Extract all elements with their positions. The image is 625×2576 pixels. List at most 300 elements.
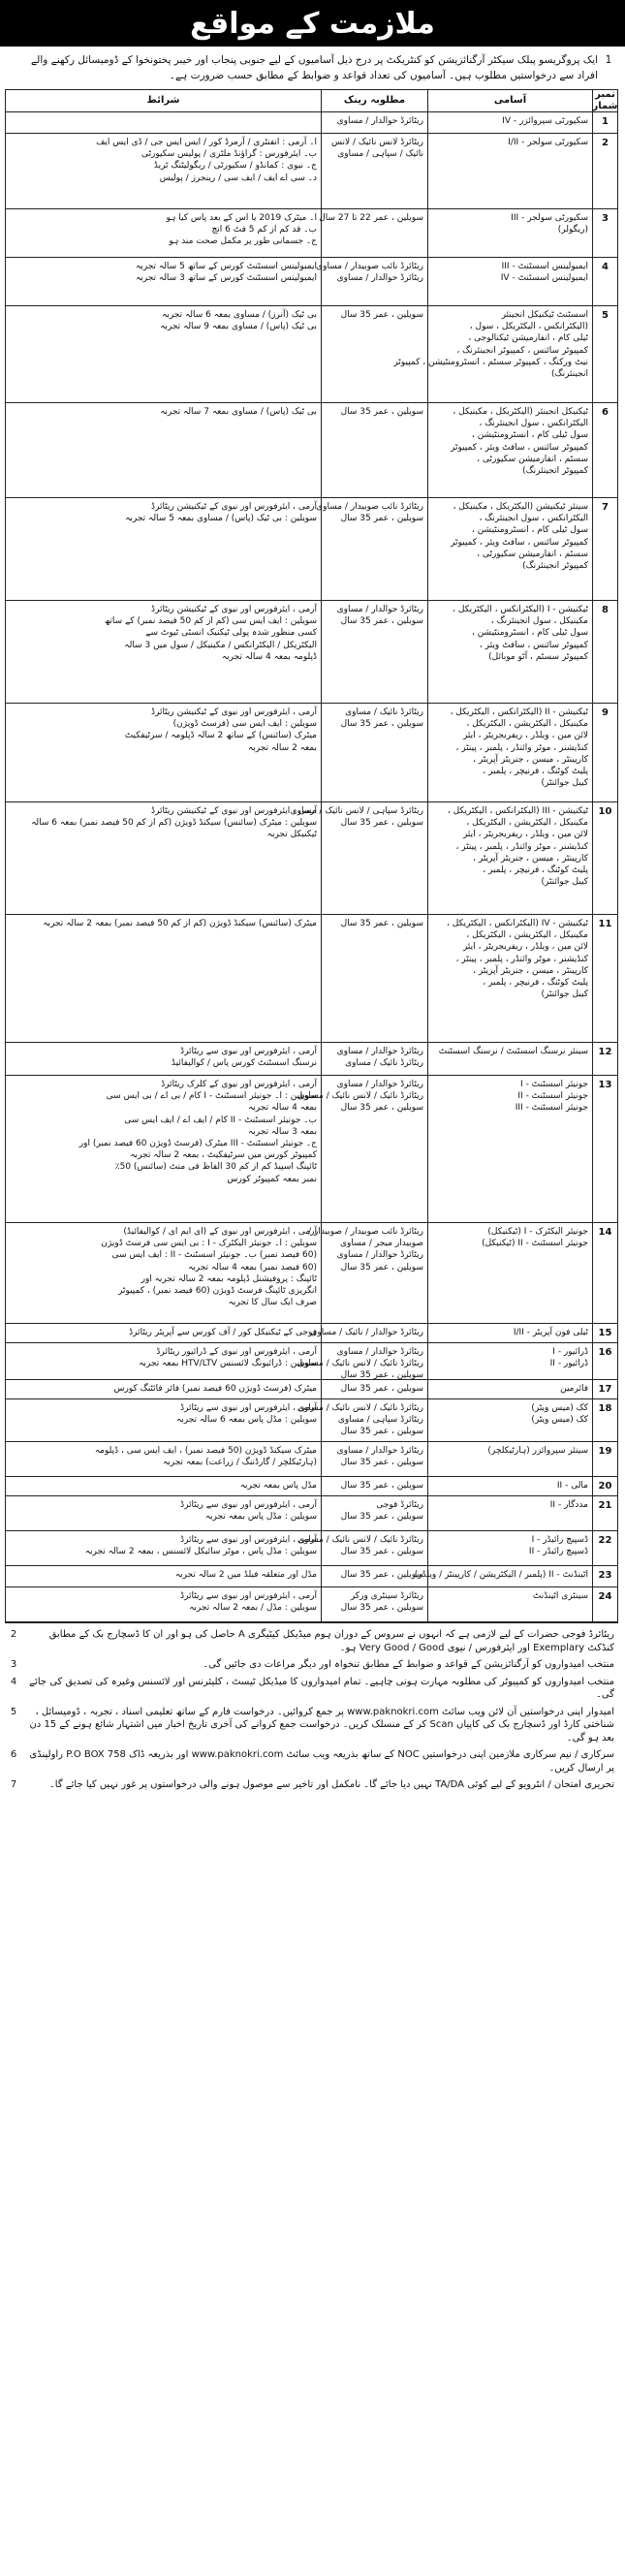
row-number-text: 13 [598,1080,612,1090]
note-number: 2 [10,1629,17,1640]
post-cell [427,1043,592,1075]
row-number-text: 21 [598,1500,612,1511]
qual-line: آرمی ، ایئرفورس اور نیوی سے ریٹائرڈ [180,1535,317,1545]
post-line: کارپینٹر ، میسن ، جنریٹر آپریٹر ، [473,965,588,976]
qualification-cell [6,1496,321,1530]
post-cell [427,258,592,305]
qual-line: مڈل اور متعلقہ فیلڈ میں 2 سالہ تجربہ [174,1570,317,1580]
row-number [592,601,617,703]
qual-line: بی ٹیک (پاس) / مساوی بمعہ 7 سالہ تجربہ [160,407,317,417]
note-item [5,1706,618,1745]
qual-line: الیکٹریکل / الیکٹرانکس / مکینیکل / سول میں 3 سالہ [124,640,317,650]
post-line: ٹیکنیکل انجینئر (الیکٹریکل ، مکینیکل ، [453,407,588,417]
post-line: سکیورٹی سولجر - I/II [508,138,588,147]
qual-line: آرمی ، ایئرفورس اور نیوی کے ٹیکنیشن ریٹائرڈ [150,502,317,512]
table-row [6,915,617,1043]
note-number: 7 [10,1779,17,1790]
qual-line: (60 فیصد نمبر) بمعہ 4 سالہ تجربہ [187,1262,317,1272]
post-cell [427,1380,592,1398]
row-number-text: 4 [602,262,609,272]
qual-line: آرمی ، ایئرفورس اور نیوی کے (ای ایم ای / کوالیفائیڈ) [123,1227,317,1237]
post-line: ڈرائیور - I [552,1347,588,1357]
qual-line: سویلین : ڈرائیونگ لائسنس HTV/LTV بمعہ تجربہ [139,1359,317,1369]
pay-line: ریٹائرڈ لانس نائیک / لانس [330,138,423,147]
qualification-cell [6,134,321,208]
note-text: تحریری امتحان / انٹرویو کے لیے کوئی TA/DA نہیں دیا جائے گا۔ نامکمل اور تاخیر سے موصول ہونے والی درخواستوں پر غور نہیں کیا جائے گا۔ [48,1779,614,1790]
rank-cell [321,1380,427,1398]
post-line: کیبل جوائنٹر) [541,990,588,1000]
post-line: سول ٹیلی کام ، انسٹرومنٹیشن ، [471,430,588,441]
table-row [6,1442,617,1477]
pay-line: سویلین ، عمر 35 سال [340,1603,423,1614]
post-line: ٹیکنیشن - IV (الیکٹرانکس ، الیکٹریکل ، [446,919,588,928]
post-line: کمپیوٹر انجینئرنگ) [522,466,588,477]
post-line: فائرمین [560,1384,588,1394]
rank-cell [297,1076,427,1222]
post-line: سکیورٹی سپروائزر - IV [502,116,588,126]
qual-line: ج۔ جسمانی طور پر مکمل صحت مند ہو [169,236,317,247]
row-number [592,1566,617,1586]
row-number [592,498,617,600]
post-cell [427,1531,592,1565]
post-line: ٹیکنیشن - II (الیکٹرانکس ، الیکٹریکل ، [450,707,588,717]
pay-line: سویلین ، عمر 35 سال [340,407,423,417]
row-number-text: 3 [602,213,609,224]
post-line: کارپینٹر ، میسن ، جنریٹر آپریٹر ، [473,853,588,864]
pay-line: ریٹائرڈ حوالدار / مساوی [336,1080,423,1089]
qual-line: سویلین : ایف ایس سی (کم از کم 50 فیصد نمبر) کے ساتھ [104,616,317,627]
post-line: مکینیکل ، الیکٹریشن ، الیکٹریکل ، [466,818,588,829]
table-row [6,802,617,915]
qualification-cell [6,1043,321,1075]
note-item [5,1748,618,1775]
qual-line: ایمبولینس اسسٹنٹ کورس کے ساتھ 5 سالہ تجربہ [136,262,317,271]
table-row [6,1380,617,1399]
pay-line: ریٹائرڈ فوجی [376,1500,423,1510]
pay-line: صوبیدار میجر / مساوی [340,1239,423,1249]
post-line: جونیئر اسسٹنٹ - I [520,1080,588,1089]
qual-line: سویلین : مڈل پاس بمعہ 6 سالہ تجربہ [175,1415,317,1426]
qual-line: آرمی ، ایئرفورس اور نیوی سے ریٹائرڈ [180,1591,317,1601]
post-line: ڈسپیچ رائیڈر - I [531,1535,588,1545]
rank-cell [321,1496,427,1530]
row-number-text: 8 [602,605,609,615]
table-body [6,112,617,1622]
post-line: کنڈیشنر ، موٹر وائنڈر ، پلمبر ، پینٹر ، [455,742,588,753]
row-number-text: 12 [598,1047,612,1057]
table-row [6,1477,617,1496]
table-row [6,1587,617,1622]
post-line: اسسٹنٹ ٹیکنیکل انجینئر [501,310,588,320]
qual-line: میٹرک (سائنس) سیکنڈ ڈویژن (کم از کم 50 فیصد نمبر) بمعہ 2 سالہ تجربہ [43,919,317,928]
qual-line: ب۔ ایئرفورس : گراؤنڈ ملٹری / پولیس سکیورٹی [141,149,317,160]
qual-line: (ہارٹیکلچر / گارڈننگ / زراعت) بمعہ تجربہ [163,1458,317,1468]
post-line: کنڈیشنر ، موٹر وائنڈر ، پلمبر ، پینٹر ، [455,841,588,852]
qual-line: ٹائپنگ : پروفیشنل ڈپلومہ بمعہ 2 سالہ تجربہ اور [141,1273,317,1284]
table-row [6,209,617,258]
pay-line: ریٹائرڈ نائب صوبیدار / مساوی [316,502,423,512]
rank-cell [321,306,427,402]
post-cell [427,601,592,703]
qual-line: سویلین : مڈل پاس بمعہ تجربہ [204,1512,317,1523]
qual-line: بمعہ 4 سالہ تجربہ [247,1103,317,1114]
qual-line: کسی منظور شدہ پولی ٹیکنیک انسٹی ٹیوٹ سے [145,628,317,639]
header-rank: مطلوبہ رینک [321,90,427,111]
intro-text: ایک پروگریسو پبلک سیکٹر آرگنائزیشن کو کنٹریکٹ پر درج ذیل آسامیوں کے لیے جنوبی پنجاب اور خیبر پختونخوا کے ڈومیسائل رکھنے والے افراد سے درخواستیں مطلوب ہیں۔ آسامیوں کی تعداد قواعد و ضوابط کے مطابق حسب ضرورت ہے۔ [31,54,598,81]
qual-line: آرمی ، ایئرفورس اور نیوی سے ریٹائرڈ [180,1403,317,1413]
rank-cell [321,112,427,133]
qualification-cell [6,704,321,801]
pay-line: ریٹائرڈ حوالدار / مساوی [336,1446,423,1456]
note-item [5,1628,618,1654]
intro-paragraph [14,52,615,83]
post-cell [427,134,592,208]
header-num: نمبر شمار [592,88,618,111]
post-cell [427,209,592,257]
post-line: اٹینڈنٹ - II (پلمبر / الیکٹریشن / کارپینٹر / ویلڈر) [414,1570,588,1580]
note-number: 4 [10,1676,17,1687]
table-row [6,1566,617,1587]
rank-cell [297,1531,427,1565]
post-line: سسٹم ، انفارمیشن سکیورٹی ، [477,454,588,464]
row-number-text: 14 [598,1227,612,1238]
post-line: ٹیلی فون آپریٹر - I/II [513,1328,588,1337]
row-number-text: 10 [598,806,612,817]
post-line: مکینیکل ، سول انجینئرنگ ، [490,616,588,627]
qual-line: نرسنگ اسسٹنٹ کورس پاس / کوالیفائیڈ [171,1058,317,1069]
qual-line: آرمی ، ایئرفورس اور نیوی سے ریٹائرڈ [180,1047,317,1056]
intro-number: 1 [605,54,612,66]
post-line: مددگار - II [549,1500,588,1510]
header-post: آسامی [427,90,592,111]
pay-line: سویلین ، عمر 35 سال [340,1547,423,1557]
post-line: کمپیوٹر سائنس ، سافٹ ویئر ، [479,640,588,650]
pay-line: سویلین ، عمر 35 سال [340,719,423,730]
row-number [592,802,617,914]
pay-line: نائیک / سپاہی / مساوی [337,149,423,160]
post-line: ایمبولینس اسسٹنٹ - IV [500,273,588,284]
qual-line: آرمی ، ایئرفورس اور نیوی کے ڈرائیور ریٹائرڈ [156,1347,317,1357]
notes-section [5,1628,618,1796]
pay-line: سویلین ، عمر 35 سال [340,616,423,627]
qual-line: سویلین : مڈل پاس ، موٹر سائیکل لائسنس ، بمعہ 2 سالہ تجربہ [84,1547,317,1557]
qualification-cell [6,1343,321,1379]
table-row [6,704,617,802]
pay-line: ریٹائرڈ حوالدار / مساوی [336,1347,423,1357]
qual-line: ٹیکنیکل تجربہ [266,830,317,840]
post-line: ڈرائیور - II [549,1359,588,1369]
qualification-cell [6,258,321,305]
row-number [592,1442,617,1476]
post-line: الیکٹرانکس ، سول انجینئرنگ ، [479,419,588,429]
post-cell [427,1442,592,1476]
qual-line: آرمی ، ایئرفورس اور نیوی کے ٹیکنیشن ریٹائرڈ [150,707,317,717]
qual-line: (60 فیصد نمبر) ب۔ جونیئر اسسٹنٹ - II : ایف ایس سی [111,1250,317,1261]
qual-line: سویلین : بی ٹیک (پاس) / مساوی بمعہ 5 سالہ تجربہ [125,514,317,524]
qual-line: انگریزی ٹائپنگ فرسٹ ڈویژن (60 فیصد نمبر) ، کمپیوٹر [117,1286,317,1297]
qualification-cell [6,915,321,1042]
table-row [6,134,617,209]
qual-line: ج۔ نیوی : کمانڈو / سکیورٹی / ریگولیٹنگ ٹریڈ [153,161,317,172]
rank-cell [297,1399,427,1441]
post-line: ٹیلی کام ، انفارمیشن ٹیکنالوجی ، [468,333,588,344]
post-line: جونیئر اسسٹنٹ - II (ٹیکنیکل) [482,1239,588,1249]
pay-line: ریٹائرڈ نائیک / لانس نائیک / مساوی [297,1535,423,1545]
table-row [6,1043,617,1076]
post-line: مکینیکل ، الیکٹریشن ، الیکٹریکل ، [466,719,588,730]
qual-line: ا۔ میٹرک 2019 یا اس کے بعد پاس کیا ہو [166,213,317,223]
qual-line: فوجی کے ٹیکنیکل کور / آف کورس سے آپریٹر ریٹائرڈ [129,1328,317,1337]
rank-cell [321,1587,427,1621]
post-line: ٹیکنیشن - I (الیکٹرانکس ، الیکٹریکل ، [453,605,588,614]
post-line: پلیٹ کوٹنگ ، فرنیچر ، پلمبر ، [483,767,588,777]
note-text: ریٹائرڈ فوجی حضرات کے لیے لازمی ہے کہ انہوں نے سروس کے دوران ہوم میڈیکل کیٹیگری A حاصل کی ہو اور ان کا ڈسچارج بک کے مطابق کنڈکٹ Exemplary اور ایئرفورس / نیوی Very Good / Good ہو۔ [48,1629,614,1653]
qualification-cell [6,306,321,402]
post-cell [427,403,592,497]
post-cell [427,1477,592,1495]
rank-cell [321,704,427,801]
row-number-text: 7 [602,502,609,513]
rank-cell [321,1442,427,1476]
qualification-cell [6,498,321,600]
note-text: منتخب امیدواروں کو آرگنائزیشن کے قواعد و ضوابط کے مطابق تنخواہ اور دیگر مراعات دی جائیں گی۔ [203,1659,614,1670]
row-number-text: 15 [598,1328,612,1338]
pay-line: سویلین ، عمر 35 سال [340,514,423,524]
row-number-text: 16 [598,1347,612,1358]
rank-cell [297,1343,427,1381]
qual-line: سویلین : ایف ایس سی (فرسٹ ڈویژن) [172,719,317,730]
qual-line: بمعہ 2 سالہ تجربہ [247,742,317,753]
qualification-cell [6,802,321,914]
row-number [592,1380,617,1398]
post-line: کک (میس ویٹر) [531,1403,588,1413]
pay-line: ریٹائرڈ حوالدار / مساوی [336,1047,423,1056]
pay-line: ریٹائرڈ نائیک / لانس نائیک / مساوی [297,1091,423,1102]
qualification-cell [6,1587,321,1621]
rank-cell [321,1477,427,1495]
note-number: 6 [10,1749,17,1760]
post-cell [427,802,592,914]
post-line: الیکٹرانکس ، سول انجینئرنگ ، [479,514,588,524]
row-number [592,1496,617,1530]
qual-line: آرمی ، ایئرفورس اور نیوی کے ٹیکنیشن ریٹائرڈ [150,605,317,614]
post-line: سینئر نرسنگ اسسٹنٹ / نرسنگ اسسٹنٹ [438,1047,588,1056]
post-line: کارپینٹر ، میسن ، جنریٹر آپریٹر ، [473,754,588,765]
table-row [6,1531,617,1566]
post-line: کمپیوٹر انجینئرنگ) [522,561,588,572]
row-number-text: 1 [602,116,609,127]
table-row [6,112,617,134]
post-cell [427,1399,592,1441]
note-item [5,1676,618,1702]
row-number [592,915,617,1042]
qualification-cell [6,601,321,703]
row-number-text: 5 [602,310,609,321]
post-line: ڈسپیچ رائیڈر - II [528,1547,588,1557]
post-cell [427,704,592,801]
qual-line: میٹرک سیکنڈ ڈویژن (50 فیصد نمبر) ، ایف ایس سی ، ڈپلومہ [94,1446,317,1456]
row-number-text: 20 [598,1481,612,1492]
post-line: کنڈیشنر ، موٹر وائنڈر ، پلمبر ، پینٹر ، [455,954,588,964]
row-number [592,134,617,208]
qual-line: میٹرک (فرسٹ ڈویژن 60 فیصد نمبر) فائر فائٹنگ کورس [113,1384,317,1394]
post-line: (ریگولر) [557,225,588,236]
table-row [6,1496,617,1531]
post-line: مالی - II [556,1481,588,1491]
post-line: انجینئرنگ) [551,369,588,380]
qual-line: آرمی ، ایئرفورس اور نیوی کے کلرک ریٹائرڈ [161,1080,317,1089]
pay-line: ریٹائرڈ نائب صوبیدار / صوبیدار / [308,1227,423,1237]
post-line: سینئر سپروائزر (ہارٹیکلچر) [487,1446,588,1456]
qualification-cell [6,1442,321,1476]
post-line: ایمبولینس اسسٹنٹ - III [501,262,588,271]
pay-line: سویلین ، عمر 35 سال [340,1370,423,1381]
row-number [592,1477,617,1495]
post-line: لائن مین ، ویلڈر ، ریفریجریٹر ، ایئر [462,942,588,953]
qual-line: بی ٹیک (پاس) / مساوی بمعہ 9 سالہ تجربہ [160,322,317,332]
qualification-cell [6,1566,321,1586]
qual-line: سویلین : ا۔ جونیئر الیکٹرک - I : بی ایس سی فرسٹ ڈویژن [101,1239,317,1249]
qual-line: ب۔ جونیئر اسسٹنٹ - II کام / ایف اے / ایف ایس سی [124,1115,317,1125]
row-number-text: 19 [598,1446,612,1457]
row-number-text: 22 [598,1535,612,1546]
qual-line: سویلین : ا۔ جونیئر اسسٹنٹ - I کام / بی اے / بی ایس سی [106,1091,317,1102]
post-line: جونیئر الیکٹرک - I (ٹیکنیکل) [487,1227,588,1237]
table-row [6,258,617,306]
table-row [6,601,617,704]
post-line: سینٹری اٹینڈنٹ [532,1591,588,1601]
row-number [592,1324,617,1342]
note-number: 5 [10,1706,17,1717]
post-line: کمپیوٹر سائنس ، کمپیوٹر انجینئرنگ ، [456,345,588,356]
row-number-text: 18 [598,1403,612,1414]
rank-cell [308,1223,427,1323]
qualification-cell [6,1223,321,1323]
post-line: کمپیوٹر سائنس ، سافٹ ویئر ، کمپیوٹر [451,442,588,453]
note-text: سرکاری / نیم سرکاری ملازمین اپنی درخواستیں NOC کے ساتھ بذریعہ ویب سائٹ www.paknokri.com اور بذریعہ ڈاک P.O BOX 758 راولپنڈی پر ارسال کریں۔ [29,1749,614,1774]
pay-line: سویلین ، عمر 35 سال [340,1481,423,1491]
post-cell [393,306,592,402]
rank-cell [321,209,427,257]
qualification-cell [6,1531,321,1565]
note-item [5,1778,618,1792]
row-number-text: 2 [602,138,609,148]
pay-line: ریٹائرڈ نائیک / مساوی [345,1058,423,1069]
row-number [592,112,617,133]
row-number [592,1531,617,1565]
post-line: کیبل جوائنٹر) [541,877,588,888]
qualification-cell [6,1399,321,1441]
post-line: کمپیوٹر سسٹم ، آٹو موبائل) [488,651,588,662]
qual-line: ب۔ قد کم از کم 5 فٹ 6 انچ [211,225,317,236]
rank-cell [321,915,427,1042]
qual-line: کمپیوٹر کورس میں سرٹیفکیٹ ، بمعہ 2 سالہ تجربہ [130,1150,317,1161]
post-line: سول ٹیلی کام ، انسٹرومنٹیشن ، [471,525,588,536]
note-text: منتخب امیدواروں کو کمپیوٹر کی مطلوبہ مہارت ہونی چاہیے۔ تمام امیدواروں کا میڈیکل ٹیسٹ ، کلیئرنس اور لائسنس وغیرہ کی تصدیق کی جائے گی۔ [29,1676,614,1700]
row-number [592,306,617,402]
post-line: پلیٹ کوٹنگ ، فرنیچر ، پلمبر ، [483,978,588,989]
pay-line: سویلین ، عمر 22 تا 27 سال [319,213,423,223]
pay-line: سویلین ، عمر 35 سال [340,310,423,320]
row-number-text: 11 [598,919,612,929]
post-line: جونیئر اسسٹنٹ - II [517,1091,588,1102]
pay-line: ریٹائرڈ حوالدار / نائیک / مساوی [310,1328,423,1337]
pay-line: سویلین ، عمر 35 سال [340,1458,423,1468]
post-line: پلیٹ کوٹنگ ، فرنیچر ، پلمبر ، [483,865,588,876]
post-line: جونیئر اسسٹنٹ - III [515,1103,588,1114]
qual-line: میٹرک (سائنس) کے ساتھ 2 سالہ ڈپلومہ / سرٹیفکیٹ [124,731,317,741]
post-line: کیبل جوائنٹر) [541,778,588,789]
rank-cell [321,403,427,497]
rank-cell [321,1566,427,1586]
table-row [6,1399,617,1442]
qual-line: آرمی ، ایئرفورس اور نیوی کے ٹیکنیشن ریٹائرڈ [150,806,317,816]
row-number [592,1587,617,1621]
row-number-text: 9 [602,707,609,718]
rank-cell [316,498,427,600]
qualification-cell [6,403,321,497]
table-row [6,1076,617,1223]
post-cell [427,1223,592,1323]
pay-line: ریٹائرڈ نائیک / مساوی [345,707,423,717]
row-number [592,258,617,305]
qualification-cell [6,1477,321,1495]
pay-line: سویلین ، عمر 35 سال [340,919,423,928]
table-row [6,306,617,403]
table-row [6,1343,617,1380]
row-number [592,704,617,801]
rank-cell [316,258,427,305]
post-line: نیٹ ورکنگ ، کمپیوٹر سسٹم ، انسٹرومنٹیشن ، کمپیوٹر [393,357,588,367]
pay-line: سویلین ، عمر 35 سال [340,1512,423,1523]
qualification-cell [6,1324,321,1342]
header-qualification: شرائط [146,94,180,106]
row-number-text: 17 [598,1384,612,1395]
row-number [592,1043,617,1075]
pay-line: سویلین ، عمر 35 سال [340,1570,423,1580]
rank-cell [321,134,427,208]
row-number-text: 6 [602,407,609,418]
qual-line: سویلین : مڈل / بمعہ 2 سالہ تجربہ [189,1603,317,1614]
pay-line: سویلین ، عمر 35 سال [340,818,423,829]
qual-line: بی ٹیک (آنرز) / مساوی بمعہ 6 سالہ تجربہ [162,310,317,320]
post-line: لائن مین ، ویلڈر ، ریفریجریٹر ، ایئر [462,830,588,840]
row-number [592,1223,617,1323]
post-cell [427,1324,592,1342]
qual-line: آرمی ، ایئرفورس اور نیوی سے ریٹائرڈ [180,1500,317,1510]
post-line: سکیورٹی سولجر - III [511,213,588,223]
pay-line: ریٹائرڈ حوالدار / مساوی [336,273,423,284]
row-number-text: 24 [598,1591,612,1602]
rank-cell [310,1324,427,1342]
post-line: سینئر ٹیکنیشن (الیکٹریکل ، مکینیکل ، [453,502,588,512]
row-number [592,1343,617,1379]
post-line: مکینیکل ، الیکٹریشن ، الیکٹریکل ، [466,930,588,941]
post-line: لائن مین ، ویلڈر ، ریفریجریٹر ، ایئر [462,731,588,741]
post-cell [427,1496,592,1530]
note-text: امیدوار اپنی درخواستیں آن لائن ویب سائٹ www.paknokri.com پر جمع کروائیں۔ درخواست فارم کے ساتھ تعلیمی اسناد ، تجربہ ، ڈومیسائل ، شناختی کارڈ اور ڈسچارج بک کی کاپیاں Scan کر کے منسلک کریں۔ درخواست جمع کروانے کی آخری تاریخ اخبار میں اشتہار شائع ہونے کے 15 دن بعد ہو گی۔ [29,1706,614,1744]
qual-line: ڈپلومہ بمعہ 4 سالہ تجربہ [221,651,317,662]
qualification-cell [6,1076,321,1222]
table-header [6,90,617,112]
row-number-text: 23 [598,1570,612,1581]
rank-cell [321,1043,427,1075]
post-line: سول ٹیلی کام ، انسٹرومنٹیشن ، [471,628,588,639]
pay-line: ریٹائرڈ حوالدار / مساوی [336,116,423,126]
note-item [5,1658,618,1672]
post-cell [427,915,592,1042]
qual-line: مڈل پاس بمعہ تجربہ [239,1481,317,1491]
